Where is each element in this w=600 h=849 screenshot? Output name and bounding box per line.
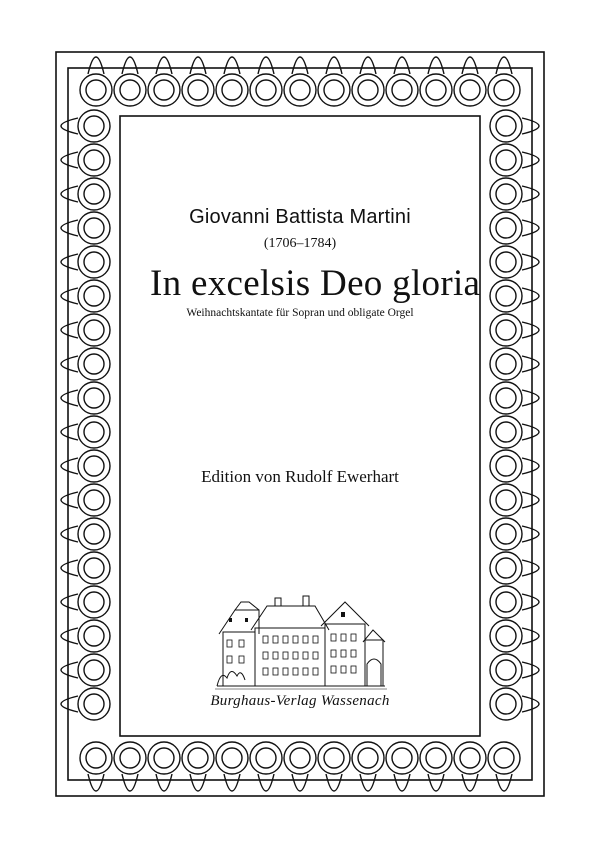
composer-dates: (1706–1784): [263, 236, 337, 251]
composer-name: Giovanni Battista Martini: [189, 206, 411, 228]
work-subtitle: Weihnachtskantate für Sopran und obligate Orgel: [186, 307, 414, 319]
publisher-name: Burghaus-Verlag Wassenach: [210, 693, 390, 709]
edition-credit: Edition von Rudolf Ewerhart: [201, 467, 399, 486]
work-title: In excelsis Deo gloria: [150, 263, 481, 304]
burghaus-building-icon: [215, 590, 387, 690]
